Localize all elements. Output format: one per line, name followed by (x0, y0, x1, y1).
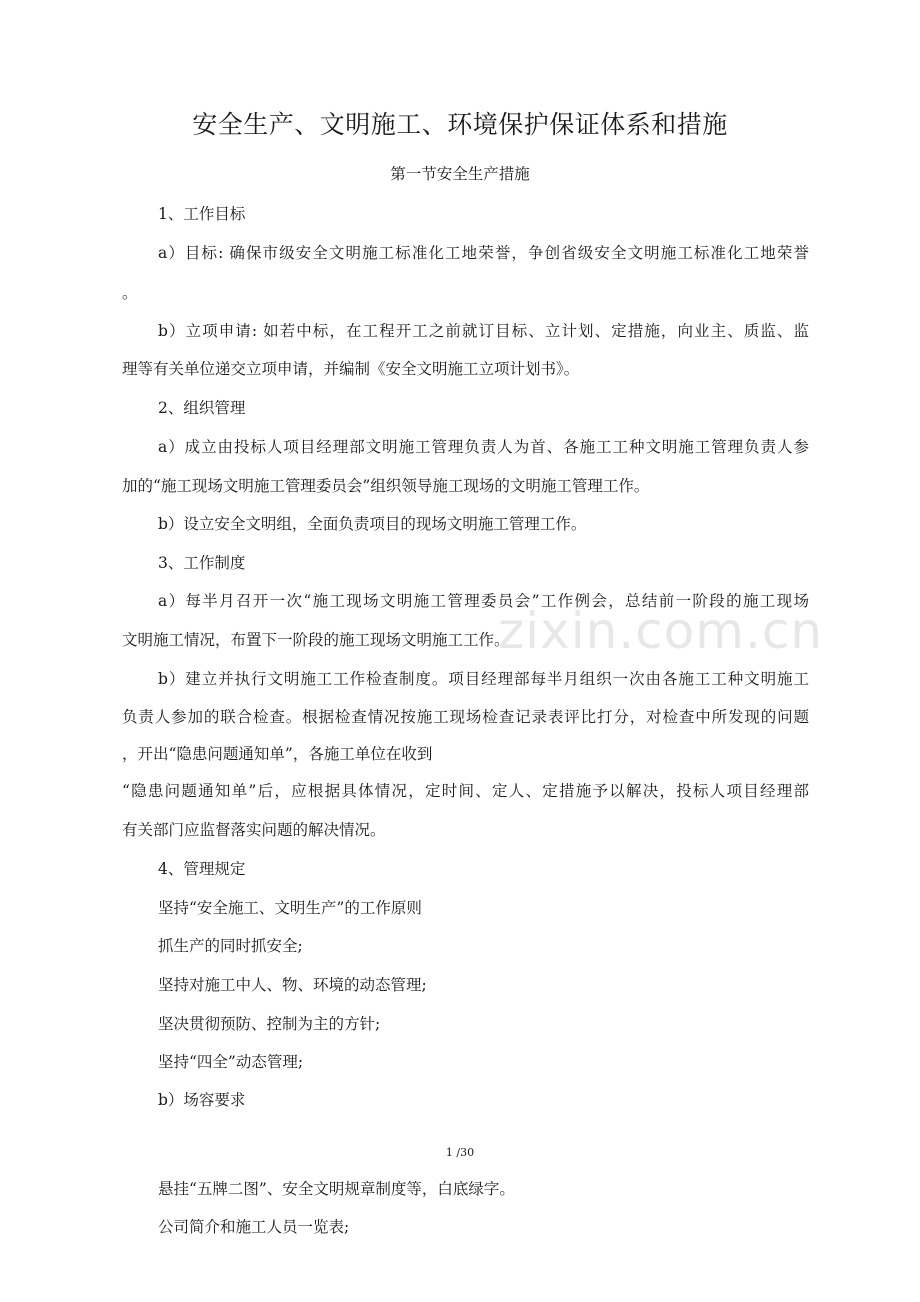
paragraph-application-line-2: 理等有关单位递交立项申请，并编制《安全文明施工立项计划书》。 (122, 360, 580, 378)
paragraph-meeting-line-2: 文明施工情况，布置下一阶段的施工现场文明施工工作。 (122, 631, 510, 649)
paragraph-committee-line-2: 加的“施工现场文明施工管理委员会”组织领导施工现场的文明施工管理工作。 (122, 477, 650, 495)
heading-work-system: 3、工作制度 (158, 554, 246, 572)
heading-organization: 2、组织管理 (158, 399, 246, 417)
section-title: 第一节安全生产措施 (390, 165, 530, 183)
page-number: 1 /30 (445, 1146, 475, 1159)
paragraph-goal-line-1: a）目标: 确保市级安全文明施工标准化工地荣誉，争创省级安全文明施工标准化工地荣誉 (158, 244, 809, 262)
paragraph-goal-line-2: 。 (122, 284, 138, 302)
paragraph-committee-line-1: a）成立由投标人项目经理部文明施工管理负责人为首、各施工工种文明施工管理负责人参 (158, 438, 809, 456)
paragraph-meeting-line-1: a）每半月召开一次“施工现场文明施工管理委员会”工作例会，总结前一阶段的施工现场 (158, 592, 809, 610)
paragraph-application-line-1: b）立项申请: 如若中标，在工程开工之前就订目标、立计划、定措施，向业主、质监、监 (158, 322, 809, 340)
paragraph-inspection-line-5: 有关部门应监督落实问题的解决情况。 (122, 821, 386, 839)
paragraph-inspection-line-2: 负责人参加的联合检查。根据检查情况按施工现场检查记录表评比打分，对检查中所发现的问题 (122, 708, 809, 726)
requirement-signboards: 悬挂“五牌二图”、安全文明规章制度等，白底绿字。 (158, 1180, 515, 1198)
watermark-text: zixin.com.cn (498, 602, 824, 660)
requirement-company-profile: 公司简介和施工人员一览表; (158, 1218, 350, 1236)
heading-work-goal: 1、工作目标 (158, 205, 246, 223)
rule-four-all: 坚持“四全”动态管理; (158, 1053, 304, 1071)
paragraph-safety-group: b）设立安全文明组，全面负责项目的现场文明施工管理工作。 (158, 515, 587, 533)
paragraph-inspection-line-3: ，开出“隐患问题通知单”，各施工单位在收到 (122, 745, 433, 763)
rule-production-safety: 抓生产的同时抓安全; (158, 937, 303, 955)
rule-principle: 坚持“安全施工、文明生产”的工作原则 (158, 899, 422, 917)
rule-prevention: 坚决贯彻预防、控制为主的方针; (158, 1015, 381, 1033)
document-title: 安全生产、文明施工、环境保护保证体系和措施 (192, 110, 728, 139)
heading-site-requirements: b）场容要求 (158, 1091, 246, 1109)
heading-management-rules: 4、管理规定 (158, 860, 246, 878)
rule-dynamic-management: 坚持对施工中人、物、环境的动态管理; (158, 976, 427, 994)
paragraph-inspection-line-4: “隐患问题通知单”后，应根据具体情况，定时间、定人、定措施予以解决，投标人项目经理部 (122, 782, 809, 800)
paragraph-inspection-line-1: b）建立并执行文明施工工作检查制度。项目经理部每半月组织一次由各施工工种文明施工 (158, 670, 809, 688)
